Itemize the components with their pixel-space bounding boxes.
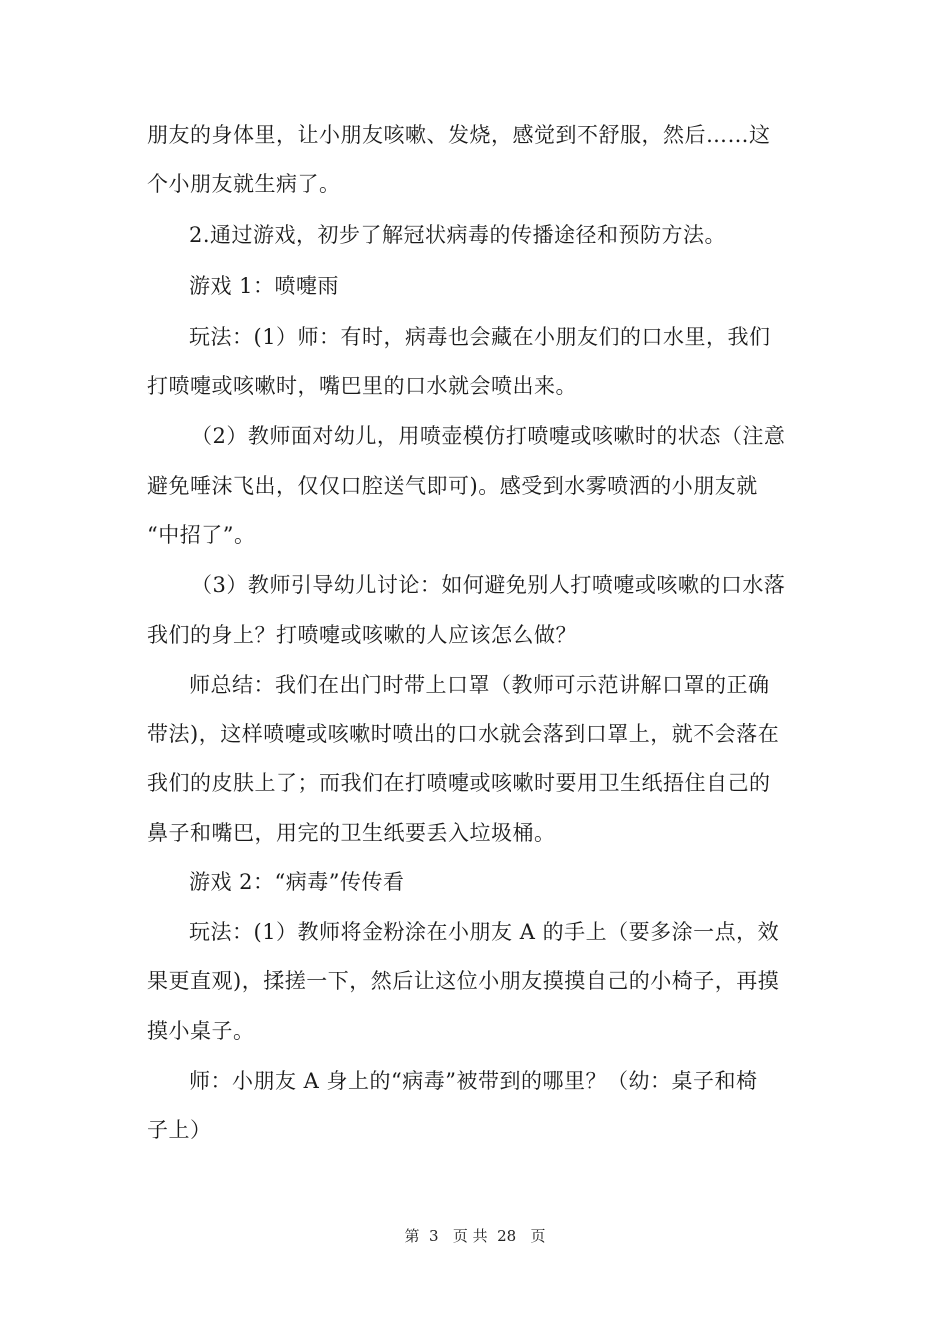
text-line: 玩法：(1）教师将金粉涂在小朋友 A 的手上（要多涂一点，效 — [189, 920, 780, 944]
text-line: 我们的身上？打喷嚏或咳嗽的人应该怎么做？ — [147, 623, 577, 647]
text-line: 朋友的身体里，让小朋友咳嗽、发烧，感觉到不舒服，然后……这 — [147, 123, 771, 147]
text-line: 避免唾沫飞出，仅仅口腔送气即可)。感受到水雾喷洒的小朋友就 — [147, 474, 758, 498]
page-number-footer: 第 3 页 共 28 页 — [404, 1227, 546, 1245]
text-line: 果更直观)，揉搓一下，然后让这位小朋友摸摸自己的小椅子，再摸 — [147, 969, 780, 993]
text-line: “中招了”。 — [147, 523, 256, 547]
heading-game-2: 游戏 2：“病毒”传传看 — [189, 870, 405, 894]
text-line: 打喷嚏或咳嗽时，嘴巴里的口水就会喷出来。 — [147, 374, 577, 398]
text-line: 子上） — [147, 1118, 212, 1142]
heading-game-1: 游戏 1：喷嚏雨 — [189, 274, 340, 298]
text-line: 师：小朋友 A 身上的“病毒”被带到的哪里？（幼：桌子和椅 — [189, 1069, 758, 1093]
text-line: 我们的皮肤上了；而我们在打喷嚏或咳嗽时要用卫生纸捂住自己的 — [147, 771, 771, 795]
text-line: 摸小桌子。 — [147, 1019, 255, 1043]
text-line: 玩法：(1）师：有时，病毒也会藏在小朋友们的口水里，我们 — [189, 325, 771, 349]
text-line: 个小朋友就生病了。 — [147, 172, 341, 196]
text-line: （2）教师面对幼儿，用喷壶模仿打喷嚏或咳嗽时的状态（注意 — [191, 424, 786, 448]
text-line: 鼻子和嘴巴，用完的卫生纸要丢入垃圾桶。 — [147, 821, 556, 845]
text-line: 2.通过游戏，初步了解冠状病毒的传播途径和预防方法。 — [189, 223, 727, 247]
text-line: 师总结：我们在出门时带上口罩（教师可示范讲解口罩的正确 — [189, 673, 770, 697]
text-line: （3）教师引导幼儿讨论：如何避免别人打喷嚏或咳嗽的口水落 — [191, 573, 786, 597]
text-line: 带法)，这样喷嚏或咳嗽时喷出的口水就会落到口罩上，就不会落在 — [147, 722, 780, 746]
